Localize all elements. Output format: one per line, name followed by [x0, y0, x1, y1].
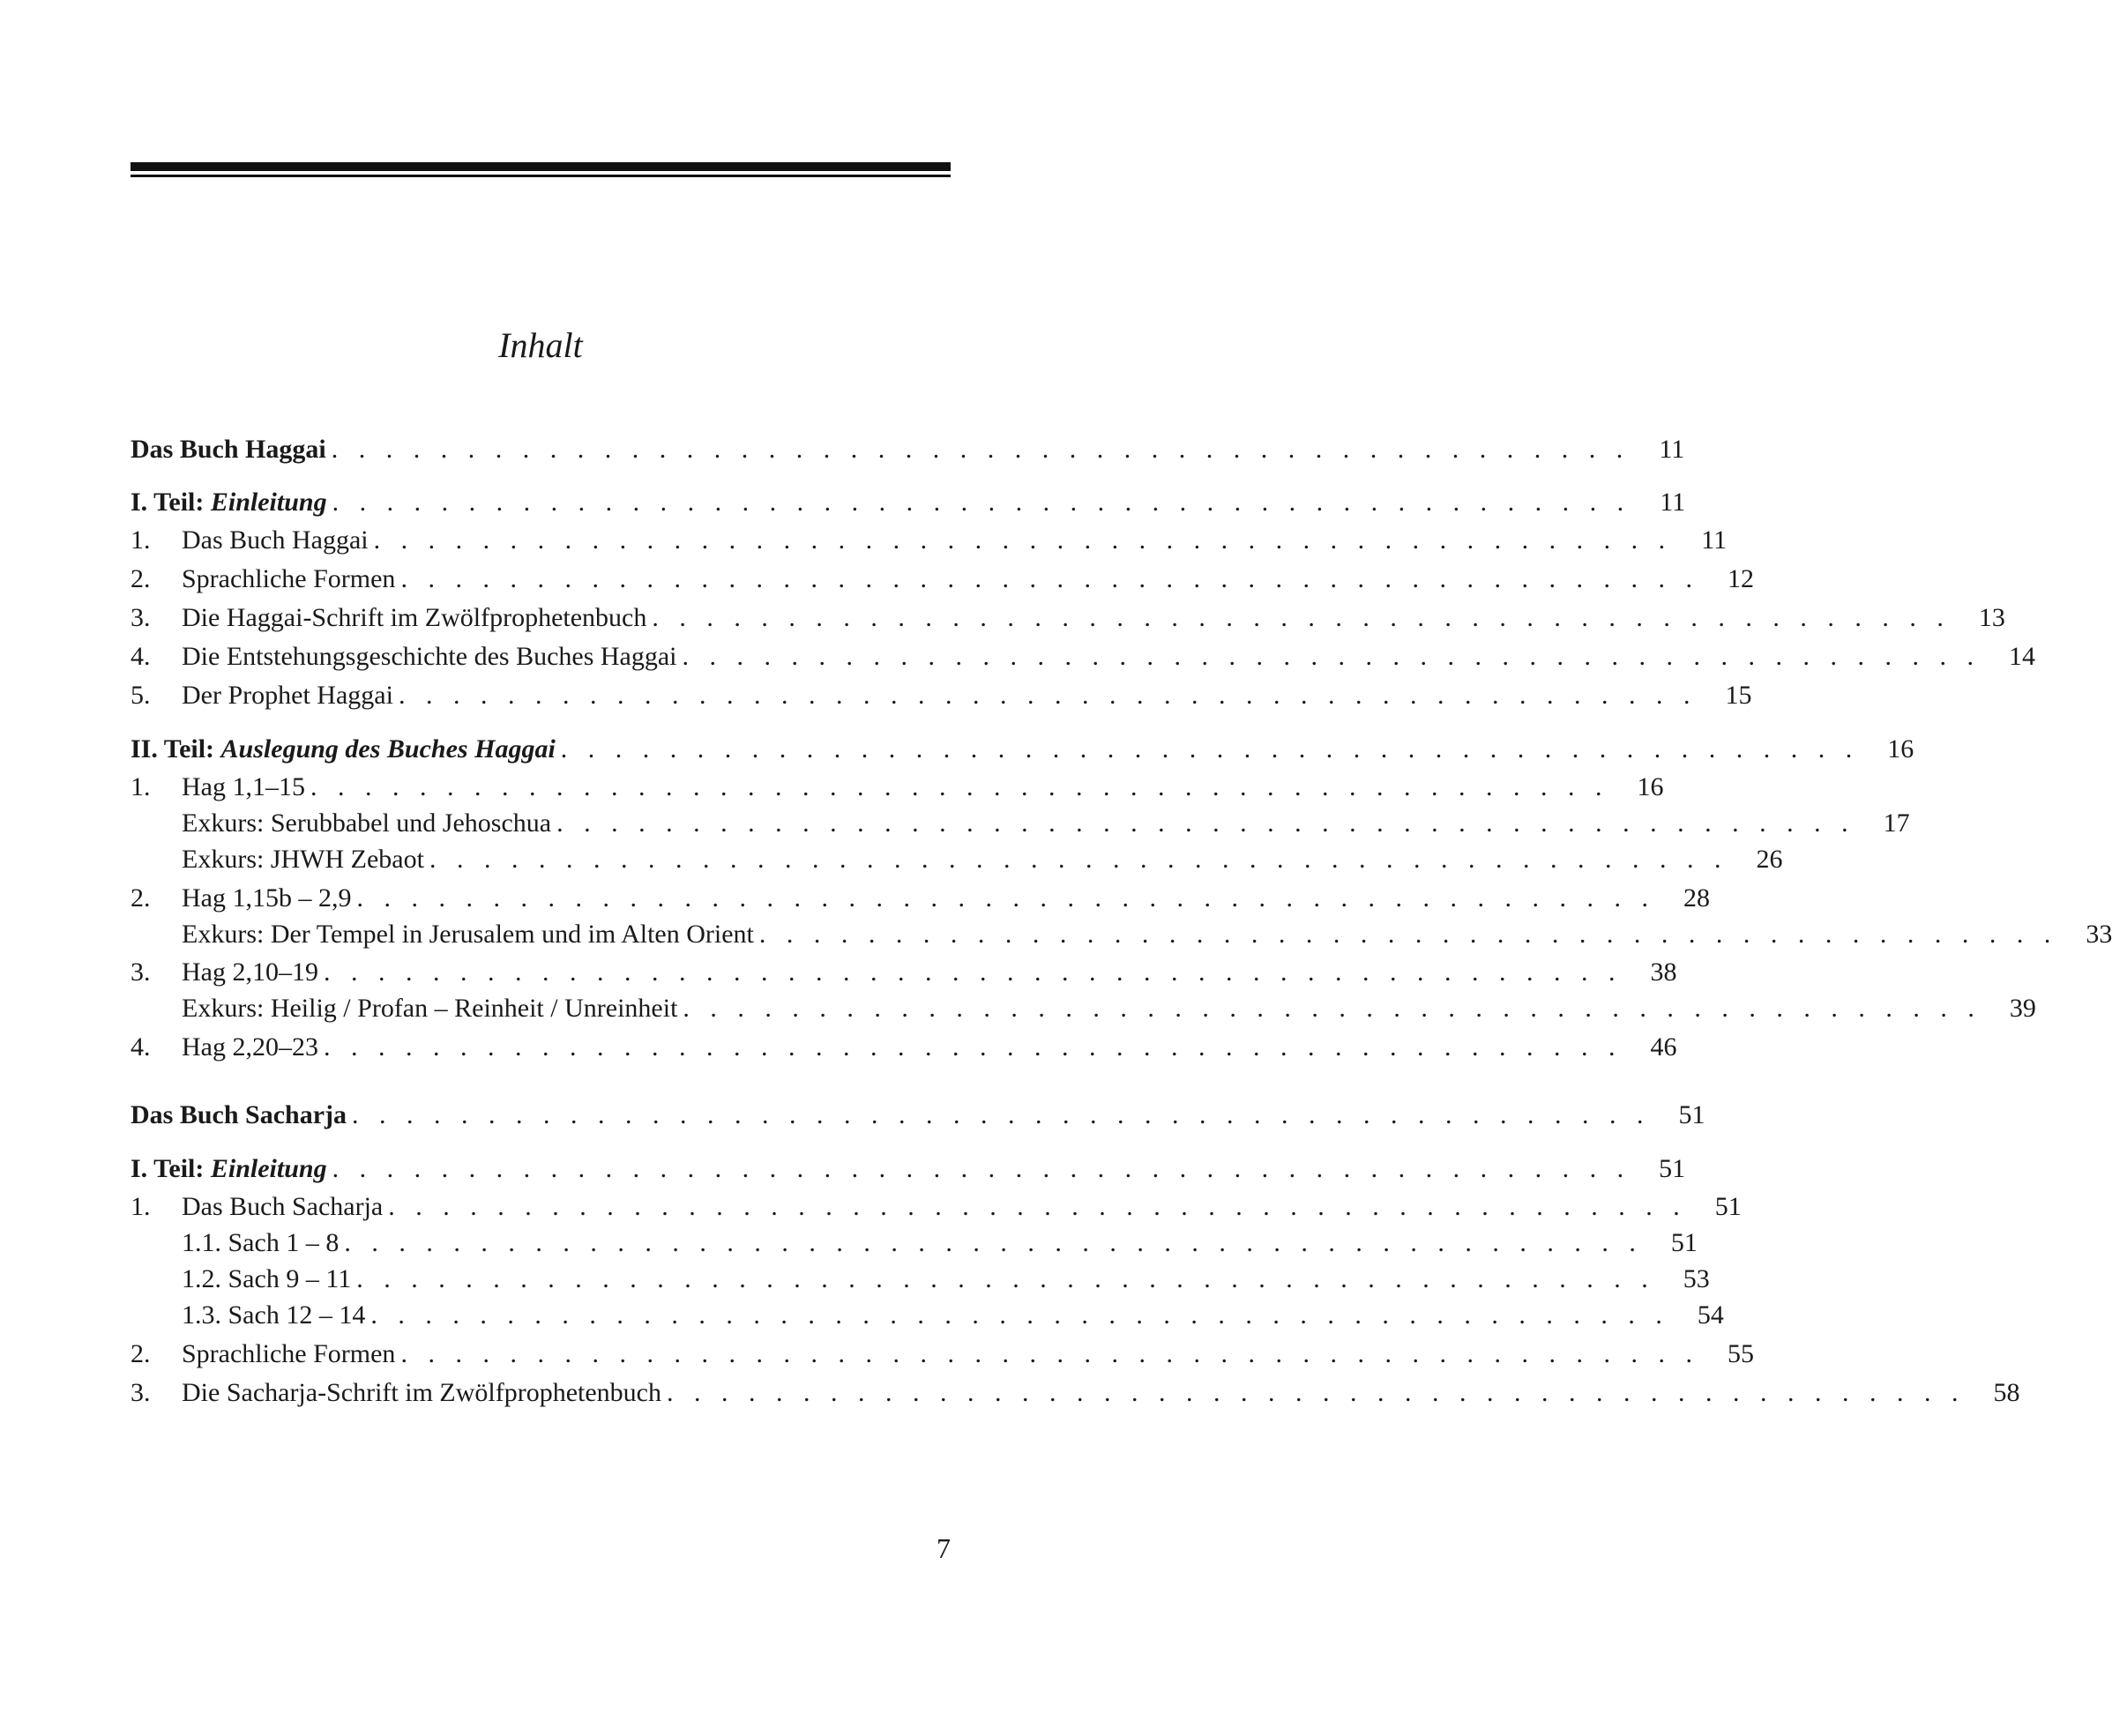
toc-entry[interactable]	[131, 881, 1710, 916]
toc-label: Hag 1,1–15	[182, 772, 305, 801]
toc-number: 3.	[131, 603, 151, 632]
toc-page: 51	[1714, 1192, 1742, 1221]
toc-page: 51	[1678, 1100, 1705, 1129]
leader-dots: . . . . . . . . . . . . . . . . . . . . . . . . . . . . . . . . . . . . . . . . . . . . . . . .	[400, 1339, 1699, 1368]
toc-label: Das Buch Sacharja	[182, 1192, 384, 1221]
header-rule-thick	[131, 162, 951, 171]
leader-dots: . . . . . . . . . . . . . . . . . . . . . . . . . . . . . . . . . . . . . . . . . . . . . . . .	[652, 603, 1951, 632]
toc-number: 4.	[131, 1032, 151, 1062]
toc-number: 1.	[131, 772, 151, 801]
toc-label-emphasis: Auslegung des Buches Haggai	[220, 734, 556, 764]
leader-dots: . . . . . . . . . . . . . . . . . . . . . . . . . . . . . . . . . . . . . . . . . . . . . . . .	[666, 1378, 1966, 1407]
toc-number: 2.	[131, 883, 151, 913]
toc-entry-part1-sacharja[interactable]	[131, 1151, 1686, 1187]
leader-dots: . . . . . . . . . . . . . . . . . . . . . . . . . . . . . . . . . . . . . . . . . . . . . . . .	[400, 564, 1699, 593]
toc-label: Hag 2,10–19	[182, 957, 318, 987]
toc-entry[interactable]	[131, 1375, 2020, 1411]
leader-dots: . . . . . . . . . . . . . . . . . . . . . . . . . . . . . . . . . . . . . . . . . . . . . . . .	[332, 1154, 1631, 1183]
toc-entry-subsection[interactable]	[131, 1226, 1698, 1261]
leader-dots: . . . . . . . . . . . . . . . . . . . . . . . . . . . . . . . . . . . . . . . . . . . . . . . .	[356, 1264, 1655, 1293]
toc-entry[interactable]	[131, 770, 1664, 805]
leader-dots: . . . . . . . . . . . . . . . . . . . . . . . . . . . . . . . . . . . . . . . . . . . . . . . .	[352, 1100, 1651, 1129]
toc-entry-book-sacharja[interactable]	[131, 1098, 1705, 1133]
toc-entry[interactable]	[131, 600, 2005, 636]
toc-entry-subsection[interactable]	[131, 1298, 1724, 1333]
page-number: 7	[937, 1532, 951, 1564]
toc-page: 54	[1697, 1300, 1724, 1330]
toc-label: Der Prophet Haggai	[182, 681, 393, 710]
leader-dots: . . . . . . . . . . . . . . . . . . . . . . . . . . . . . . . . . . . . . . . . . . . . . . . .	[323, 1032, 1623, 1062]
leader-dots: . . . . . . . . . . . . . . . . . . . . . . . . . . . . . . . . . . . . . . . . . . . . . . . .	[344, 1228, 1643, 1257]
toc-label: 1.2. Sach 9 – 11	[182, 1264, 352, 1293]
toc-number: 5.	[131, 681, 151, 710]
toc-label: Exkurs: Serubbabel und Jehoschua	[182, 808, 552, 838]
leader-dots: . . . . . . . . . . . . . . . . . . . . . . . . . . . . . . . . . . . . . . . . . . . . . . . .	[429, 845, 1728, 874]
toc-number: 2.	[131, 564, 151, 593]
toc-number: 1.	[131, 1192, 151, 1221]
toc-entry-subsection[interactable]	[131, 1262, 1710, 1297]
toc-page: 58	[1993, 1378, 2020, 1407]
toc-page: 53	[1683, 1264, 1710, 1293]
leader-dots: . . . . . . . . . . . . . . . . . . . . . . . . . . . . . . . . . . . . . . . . . . . . . . . .	[310, 772, 1609, 801]
toc-label: Die Haggai-Schrift im Zwölfprophetenbuch	[182, 603, 647, 632]
leader-dots: . . . . . . . . . . . . . . . . . . . . . . . . . . . . . . . . . . . . . . . . . . . . . . . .	[332, 488, 1631, 517]
toc-entry[interactable]	[131, 562, 1754, 597]
leader-dots: . . . . . . . . . . . . . . . . . . . . . . . . . . . . . . . . . . . . . . . . . . . . . . . .	[398, 681, 1698, 710]
toc-entry-excursus[interactable]	[131, 842, 1783, 877]
toc-entry[interactable]	[131, 523, 1728, 558]
toc-page: 39	[2009, 994, 2036, 1023]
toc-page: 11	[1701, 525, 1728, 555]
toc-label-emphasis: Einleitung	[210, 488, 327, 517]
toc-label: Exkurs: JHWH Zebaot	[182, 845, 424, 874]
toc-number: 1.	[131, 525, 151, 555]
toc-entry[interactable]	[131, 1030, 1677, 1065]
toc-label: Exkurs: Der Tempel in Jerusalem und im Alten Orient	[182, 920, 754, 949]
toc-page: 16	[1637, 772, 1664, 801]
toc-page: 16	[1887, 734, 1914, 764]
toc-entry-part1-haggai[interactable]	[131, 485, 1686, 520]
leader-dots: . . . . . . . . . . . . . . . . . . . . . . . . . . . . . . . . . . . . . . . . . . . . . . . .	[683, 994, 1981, 1023]
toc-label: 1.3. Sach 12 – 14	[182, 1300, 366, 1330]
toc-number: 2.	[131, 1339, 151, 1368]
toc-entry-book-haggai[interactable]	[131, 432, 1685, 467]
toc-page: 55	[1727, 1339, 1754, 1368]
toc-page: 11	[1660, 488, 1686, 517]
toc-entry[interactable]	[131, 1337, 1754, 1372]
leader-dots: . . . . . . . . . . . . . . . . . . . . . . . . . . . . . . . . . . . . . . . . . . . . . . . .	[758, 920, 2058, 949]
toc-page: 26	[1756, 845, 1783, 874]
toc-label: Die Sacharja-Schrift im Zwölfprophetenbuch	[182, 1378, 661, 1407]
toc-label: Das Buch Sacharja	[131, 1100, 347, 1129]
toc-label: Das Buch Haggai	[131, 435, 326, 464]
leader-dots: . . . . . . . . . . . . . . . . . . . . . . . . . . . . . . . . . . . . . . . . . . . . . . . .	[331, 435, 1631, 464]
toc-label: Hag 2,20–23	[182, 1032, 318, 1062]
toc-entry[interactable]	[131, 678, 1752, 713]
toc-label: Exkurs: Heilig / Profan – Reinheit / Unreinheit	[182, 994, 678, 1023]
leader-dots: . . . . . . . . . . . . . . . . . . . . . . . . . . . . . . . . . . . . . . . . . . . . . . . .	[373, 525, 1673, 555]
toc-label: Die Entstehungsgeschichte des Buches Haggai	[182, 642, 677, 671]
toc-label: Hag 1,15b – 2,9	[182, 883, 352, 913]
toc-label: I. Teil: Einleitung	[131, 1154, 327, 1183]
toc-label-emphasis: Einleitung	[210, 1154, 327, 1183]
toc-page: 13	[1978, 603, 2005, 632]
toc-label: I. Teil: Einleitung	[131, 488, 327, 517]
leader-dots: . . . . . . . . . . . . . . . . . . . . . . . . . . . . . . . . . . . . . . . . . . . . . . . .	[323, 957, 1623, 987]
toc-label: Sprachliche Formen	[182, 1339, 396, 1368]
page-title: Inhalt	[498, 325, 583, 365]
toc-page: 51	[1659, 1154, 1686, 1183]
leader-dots: . . . . . . . . . . . . . . . . . . . . . . . . . . . . . . . . . . . . . . . . . . . . . . . .	[560, 734, 1860, 764]
toc-page: 17	[1883, 808, 1910, 838]
toc-page: 12	[1727, 564, 1754, 593]
toc-page: 14	[2009, 642, 2036, 671]
toc-label: Das Buch Haggai	[182, 525, 369, 555]
toc-label: II. Teil: Auslegung des Buches Haggai	[131, 734, 556, 764]
toc-number: 3.	[131, 1378, 151, 1407]
toc-entry[interactable]	[131, 1189, 1742, 1225]
toc-page: 38	[1650, 957, 1677, 987]
leader-dots: . . . . . . . . . . . . . . . . . . . . . . . . . . . . . . . . . . . . . . . . . . . . . . . .	[356, 883, 1655, 913]
toc-page: 33	[2086, 920, 2112, 949]
leader-dots: . . . . . . . . . . . . . . . . . . . . . . . . . . . . . . . . . . . . . . . . . . . . . . . .	[556, 808, 1855, 838]
toc-number: 3.	[131, 957, 151, 987]
leader-dots: . . . . . . . . . . . . . . . . . . . . . . . . . . . . . . . . . . . . . . . . . . . . . . . .	[682, 642, 1981, 671]
toc-page: 51	[1670, 1228, 1698, 1257]
leader-dots: . . . . . . . . . . . . . . . . . . . . . . . . . . . . . . . . . . . . . . . . . . . . . . . .	[370, 1300, 1669, 1330]
toc-entry-part2-haggai[interactable]	[131, 732, 1914, 767]
toc-entry[interactable]	[131, 639, 2036, 674]
toc-label: Sprachliche Formen	[182, 564, 396, 593]
toc-label: 1.1. Sach 1 – 8	[182, 1228, 340, 1257]
toc-page: 46	[1650, 1032, 1677, 1062]
toc-entry-excursus[interactable]	[131, 991, 2036, 1026]
toc-page: 28	[1683, 883, 1710, 913]
header-rule-thin	[131, 175, 951, 177]
leader-dots: . . . . . . . . . . . . . . . . . . . . . . . . . . . . . . . . . . . . . . . . . . . . . . . .	[388, 1192, 1687, 1221]
toc-entry-excursus[interactable]	[131, 917, 2112, 952]
toc-number: 4.	[131, 642, 151, 671]
toc-page: 11	[1659, 435, 1685, 464]
toc-page: 15	[1725, 681, 1752, 710]
toc-entry[interactable]	[131, 955, 1677, 990]
toc-entry-excursus[interactable]	[131, 806, 1910, 841]
